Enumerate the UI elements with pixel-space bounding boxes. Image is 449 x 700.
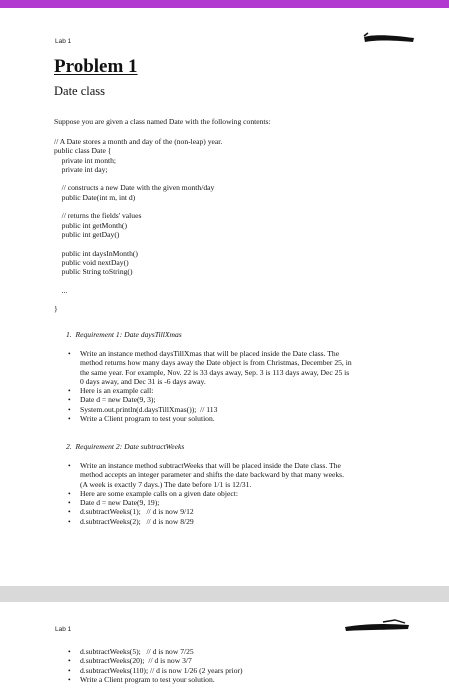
bullet-icon: • — [68, 498, 71, 508]
intro-text: Suppose you are given a class named Date with the following contents: — [54, 117, 271, 126]
redaction-scribble — [362, 30, 416, 46]
list-item-text: d.subtractWeeks(1); // d is now 9/12 — [80, 507, 194, 517]
code-line: private int month; — [54, 155, 117, 165]
code-line: public int getDay() — [54, 229, 120, 239]
code-line: public String toString() — [54, 267, 133, 277]
list-item — [66, 656, 243, 665]
bullet-icon: • — [68, 414, 71, 424]
list-item-text: Date d = new Date(9, 3); — [80, 395, 156, 405]
page-gap — [0, 586, 449, 602]
code-line — [54, 174, 222, 183]
code-line: private int day; — [54, 164, 108, 174]
code-line: } — [54, 304, 58, 314]
list-item-text: d.subtractWeeks(110); // d is now 1/26 (2 years prior) — [80, 665, 243, 675]
list-item-text: Write a Client program to test your solution. — [80, 414, 215, 424]
list-item — [66, 395, 352, 404]
list-item — [66, 349, 352, 386]
code-block — [54, 137, 222, 314]
bullet-icon: • — [68, 516, 71, 526]
list-item — [66, 461, 344, 489]
list-item — [66, 386, 352, 395]
list-item-text: d.subtractWeeks(2); // d is now 8/29 — [80, 516, 194, 526]
lab-label: Lab 1 — [55, 38, 72, 45]
code-line: // constructs a new Date with the given month/day — [54, 183, 215, 193]
code-line: // returns the fields' values — [54, 211, 142, 221]
code-line — [54, 276, 222, 285]
bullet-icon: • — [68, 507, 71, 517]
code-line: ... — [54, 285, 68, 295]
page-2-list — [66, 647, 243, 684]
list-item — [66, 666, 243, 675]
bullet-icon: • — [68, 349, 71, 358]
list-item-text: d.subtractWeeks(20); // d is now 3/7 — [80, 656, 192, 666]
list-item-text: Here is an example call: — [80, 386, 154, 396]
list-item — [66, 647, 243, 656]
top-accent-bar — [0, 0, 449, 8]
list-item — [66, 507, 344, 516]
bullet-icon: • — [68, 461, 71, 470]
list-item — [66, 517, 344, 526]
requirement-1-list — [66, 349, 352, 423]
list-item — [66, 489, 344, 498]
bullet-icon: • — [68, 665, 71, 675]
page-title: Problem 1 — [54, 56, 138, 77]
bullet-icon: • — [68, 674, 71, 684]
redaction-scribble-page-2 — [343, 618, 411, 634]
requirement-2-list — [66, 461, 344, 526]
code-line: public class Date { — [54, 146, 112, 156]
list-item — [66, 498, 344, 507]
requirement-1-heading: 1. Requirement 1: Date daysTillXmas — [66, 330, 182, 339]
list-item — [66, 405, 352, 414]
bullet-icon: • — [68, 404, 71, 414]
code-line: // A Date stores a month and day of the (non-leap) year. — [54, 137, 223, 146]
bullet-icon: • — [68, 395, 71, 405]
list-item-text: Write an instance method daysTillXmas that will be placed inside the Date class. The method returns how many days away the Date object is from Christmas, December 25, in the same year. For example, Nov. 22 is 33 days away, Sep. 3 is 113 days away, Dec 25 is 0 days away, and Dec 31 is -6 days away. — [80, 349, 352, 386]
bullet-icon: • — [68, 386, 71, 396]
requirement-2-heading: 2. Requirement 2: Date subtractWeeks — [66, 442, 185, 451]
code-line: public int daysInMonth() — [54, 248, 138, 258]
code-line: public void nextDay() — [54, 257, 129, 267]
lab-label-page-2: Lab 1 — [55, 626, 72, 633]
list-item-text: System.out.println(d.daysTillXmas()); // 113 — [80, 404, 218, 414]
code-line: public Date(int m, int d) — [54, 192, 136, 202]
page-subtitle: Date class — [54, 84, 106, 98]
bullet-icon: • — [68, 647, 71, 656]
list-item-text: d.subtractWeeks(5); // d is now 7/25 — [80, 647, 194, 656]
list-item-text: Write an instance method subtractWeeks that will be placed inside the Date class. The method accepts an integer parameter and shifts the date backward by that many weeks. (A week is exactly 7 days.) The date before 1/1 is 12/31. — [80, 461, 344, 489]
code-line — [54, 239, 222, 248]
list-item — [66, 414, 352, 423]
list-item — [66, 675, 243, 684]
list-item-text: Write a Client program to test your solution. — [80, 674, 215, 684]
bullet-icon: • — [68, 656, 71, 666]
code-line — [54, 295, 222, 304]
list-item-text: Here are some example calls on a given date object: — [80, 488, 238, 498]
list-item-text: Date d = new Date(9, 19); — [80, 498, 160, 508]
code-line: public int getMonth() — [54, 220, 127, 230]
code-line — [54, 202, 222, 211]
bullet-icon: • — [68, 488, 71, 498]
